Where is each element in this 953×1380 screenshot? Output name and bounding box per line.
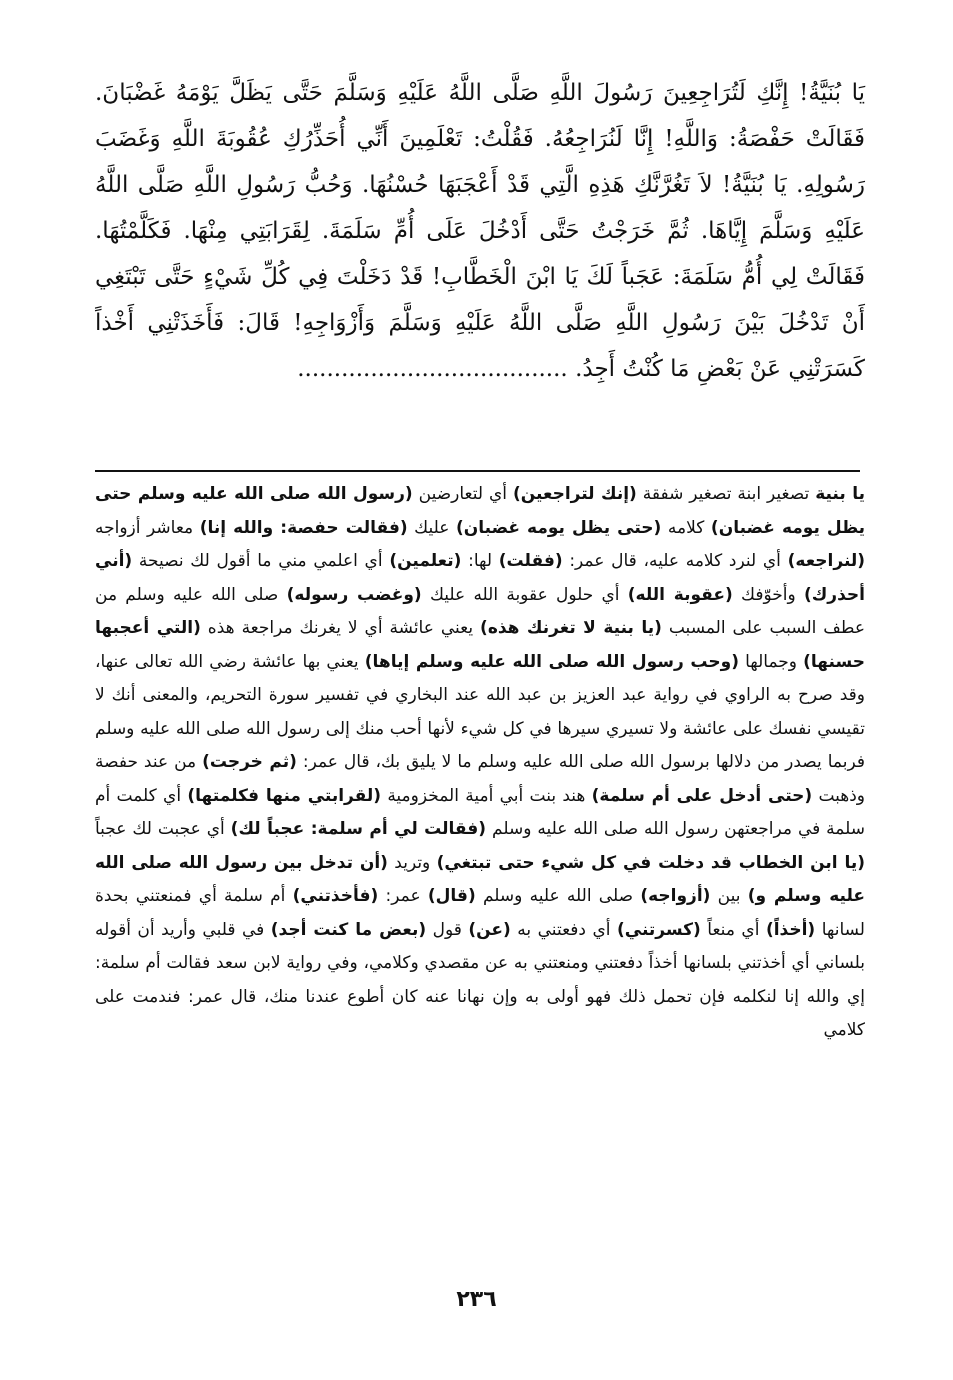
commentary-explanation: في قلبي وأريد أن أقوله بلساني أي أخذتني بلسانها أخذاً دفعتني ومنعتني به عن مقصدي وكلامي، وفي رواية لابن سعد فقالت أم سلمة: إي والله إنا لنكلمه فإن تحمل ذلك فهو أولى به وإن نهانا عنه كان أطوع عندنا منك، قال عمر: فندمت على كلامي — [95, 919, 865, 1040]
commentary-quoted-phrase: (وحب رسول الله صلى الله عليه وسلم إياها) — [364, 651, 739, 672]
commentary-explanation: معاشر أزواجه — [95, 517, 200, 538]
commentary-quoted-phrase: (إنك لتراجعين) — [512, 484, 637, 504]
commentary-explanation: بين — [710, 886, 748, 906]
hadith-text: يَا بُنَيَّةُ! إِنَّكِ لَتُرَاجِعِينَ رَسُولَ اللَّهِ صَلَّى اللَّهُ عَلَيْهِ وَسَلَّمَ حَتَّى يَظَلَّ يَوْمَهُ غَضْبَانَ. فَقَالَتْ حَفْصَةُ: وَاللَّهِ! إِنَّا لَنُرَاجِعُهُ. فَقُلْتُ: تَعْلَمِينَ أَنِّي أُحَذِّرُكِ عُقُوبَةَ اللَّهِ وَغَضَبَ رَسُولِهِ. يَا بُنَيَّةُ! لاَ تَغُرَّنَّكِ هَذِهِ الَّتِي قَدْ أَعْجَبَهَا حُسْنُهَا. وَحُبُّ رَسُولِ اللَّهِ صَلَّى اللَّهُ عَلَيْهِ وَسَلَّمَ إِيَّاهَا. ثُمَّ خَرَجْتُ حَتَّى أَدْخُلَ عَلَى أُمِّ سَلَمَةَ. لِقَرَابَتِي مِنْهَا. فَكَلَّمْتُهَا. فَقَالَتْ لِي أُمُّ سَلَمَةَ: عَجَباً لَكَ يَا ابْنَ الْخَطَّابِ! قَدْ دَخَلْتَ فِي كُلِّ شَيْءٍ حَتَّى تَبْتَغِي أَنْ تَدْخُلَ بَيْنَ رَسُولِ اللَّهِ صَلَّى اللَّهُ عَلَيْهِ وَسَلَّمَ وَأَزْوَاجِهِ! قَالَ: فَأَخَذَتْنِي أَخْذاً كَسَرَتْنِي عَنْ بَعْضِ مَا كُنْتُ أَجِدُ. — [95, 80, 865, 382]
commentary-quoted-phrase: (أزواجه) — [640, 886, 711, 906]
commentary-explanation: يعني بها عائشة رضي الله تعالى عنها، وقد صرح به الراوي في رواية عبد العزيز بن عبد الله عند البخاري في تفسير سورة التحريم، والمعنى أنك لا تقيسي نفسك على عائشة ولا تسيري سيرها في كل شيء لأنها أحب منك إلى رسول الله صلى الله عليه وسلم فربما يصدر من دلالها برسول الله صلى الله عليه وسلم ما لا يليق بك، قال عمر: — [95, 651, 865, 772]
commentary-quoted-phrase: (تعلمين) — [389, 551, 462, 571]
commentary-explanation: أي حلول عقوبة الله عليك — [421, 584, 628, 605]
commentary-explanation: وأخوّفك — [732, 584, 804, 605]
commentary-explanation: صلى الله عليه وسلم من عطف السبب على المسبب — [95, 584, 865, 638]
commentary-quoted-phrase: (رسول الله صلى الله عليه وسلم حتى يظل يومه غضبان) — [95, 484, 866, 538]
commentary-quoted-phrase: (عن) — [468, 919, 511, 940]
commentary-quoted-phrase: (حتى أدخل على أم سلمة) — [591, 785, 813, 806]
commentary-explanation: من عند حفصة وذهبت — [95, 752, 866, 806]
commentary-explanation: وتريد — [387, 852, 437, 873]
commentary-quoted-phrase: (يا بنية لا تغرنك هذه) — [480, 618, 662, 638]
commentary-block — [95, 478, 865, 1048]
commentary-quoted-phrase: (فأخذتني) — [292, 886, 379, 906]
commentary-paragraph — [95, 478, 865, 1048]
commentary-quoted-phrase: (ثم خرجت) — [202, 752, 297, 772]
commentary-explanation: صلى الله عليه وسلم — [475, 886, 641, 906]
commentary-explanation: قول — [426, 919, 469, 940]
commentary-explanation: تصغير ابنة تصغير شفقة — [636, 484, 816, 504]
commentary-explanation: عليك — [407, 517, 456, 538]
commentary-quoted-phrase: (فقالت حفصة: والله إنا) — [199, 517, 408, 538]
commentary-explanation: أي عجبت لك عجباً — [95, 819, 231, 839]
hadith-paragraph — [95, 70, 865, 392]
page-number: ٢٣٦ — [456, 1287, 497, 1312]
commentary-quoted-phrase: (فقلت) — [498, 551, 563, 571]
commentary-explanation: عمر: — [378, 886, 428, 906]
commentary-explanation: يعني عائشة أي لا يغرنك مراجعة هذه — [200, 618, 481, 638]
commentary-quoted-phrase: (أخذاً) — [765, 919, 816, 940]
dotted-leader: ..................................... — [297, 356, 568, 382]
footnote-separator-line — [95, 470, 860, 472]
commentary-quoted-phrase: (عقوبة الله) — [627, 584, 733, 605]
commentary-quoted-phrase: (بعض ما كنت أجد) — [270, 919, 427, 940]
commentary-quoted-phrase: (فقالت لي أم سلمة: عجباً لك) — [230, 819, 487, 839]
commentary-explanation: هند بنت أبي أمية المخزومية — [381, 785, 592, 806]
commentary-quoted-phrase: (التي أعجبها حسنها) — [95, 618, 865, 672]
commentary-quoted-phrase: يا بنية — [815, 484, 865, 504]
commentary-quoted-phrase: (أن تدخل بين رسول الله صلى الله عليه وسلم و) — [95, 852, 865, 906]
commentary-explanation: أي دفعتني به — [510, 919, 617, 940]
commentary-explanation: أم سلمة أي فمنعتني بحدة لسانها — [95, 886, 865, 940]
commentary-quoted-phrase: (أني أحذرك) — [95, 551, 865, 605]
commentary-quoted-phrase: (وغضب رسوله) — [286, 584, 422, 605]
commentary-explanation: أي لنرد كلامه عليه، قال عمر: — [562, 551, 788, 571]
hadith-text-block — [95, 70, 865, 392]
commentary-quoted-phrase: (حتى يظل يومه غضبان) — [455, 517, 662, 538]
commentary-explanation: أي منعاً — [700, 919, 766, 940]
commentary-quoted-phrase: (لنراجعه) — [787, 551, 866, 571]
commentary-explanation: أي اعلمي مني ما أقول لك نصيحة — [132, 551, 390, 571]
commentary-quoted-phrase: (يا ابن الخطاب قد دخلت في كل شيء حتى تبتغي) — [436, 852, 865, 873]
commentary-quoted-phrase: (كسرتني) — [616, 919, 701, 940]
commentary-quoted-phrase: (قال) — [427, 886, 476, 906]
commentary-explanation: أي لتعارضين — [412, 484, 513, 504]
commentary-explanation: كلامه — [661, 517, 711, 538]
commentary-quoted-phrase: (لقرابتي منها فكلمتها) — [187, 785, 382, 806]
commentary-explanation: أي كلمت أم سلمة في مراجعتهن رسول الله صلى الله عليه وسلم — [95, 785, 865, 839]
commentary-explanation: لها: — [461, 551, 499, 571]
commentary-explanation: وجمالها — [738, 651, 804, 672]
